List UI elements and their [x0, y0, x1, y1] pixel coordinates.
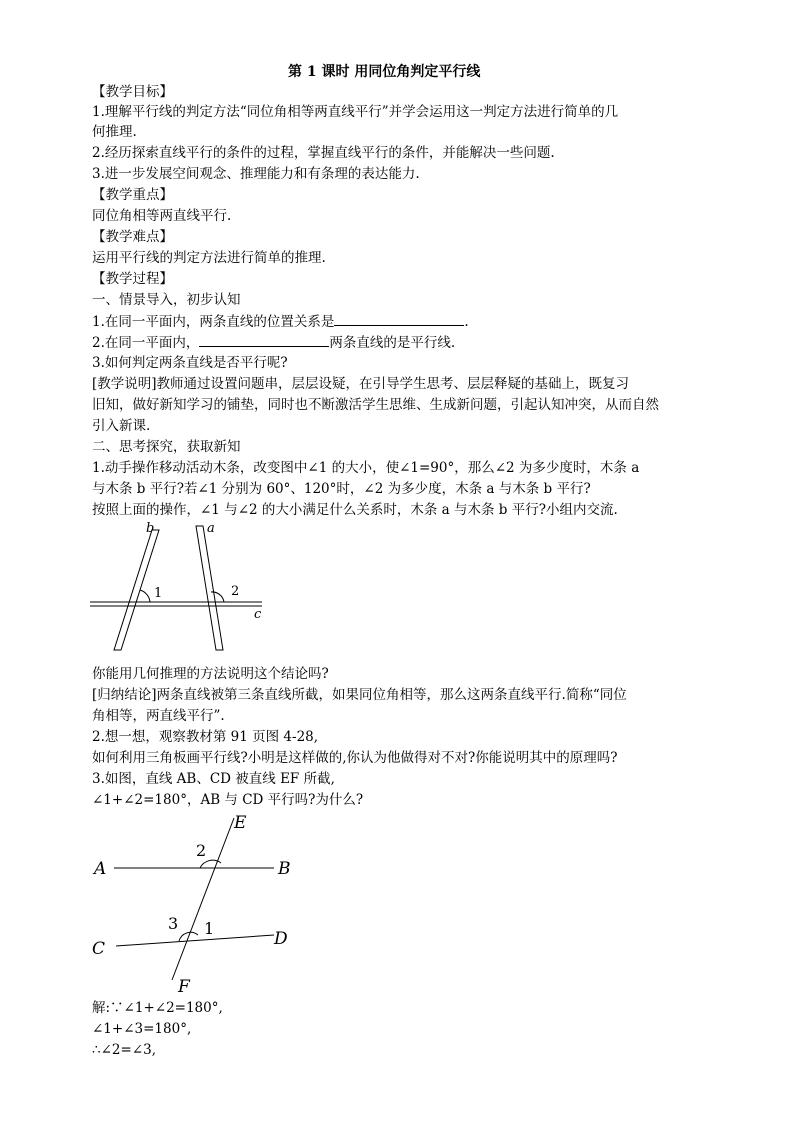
difficulty-text: 运用平行线的判定方法进行简单的推理. — [92, 250, 326, 266]
stick-b — [114, 530, 159, 650]
label-b: b — [146, 521, 155, 536]
label-angle-3: 3 — [168, 914, 179, 933]
activity-1-line-1: 1.动手操作移动活动木条，改变图中∠1 的大小，使∠1=90°，那么∠2 为多少度时，木条 a — [92, 460, 640, 476]
label-c-point: C — [92, 939, 106, 959]
question-3: 3.如何判定两条直线是否平行呢? — [92, 355, 288, 371]
goal-1-line-1: 1.理解平行线的判定方法“同位角相等两直线平行”并学会运用这一判定方法进行简单的几 — [92, 104, 619, 120]
label-angle-1-fig2: 1 — [204, 919, 215, 938]
heading-difficulty: 【教学难点】 — [92, 229, 173, 245]
angle-1-arc — [140, 590, 150, 602]
question-2-suffix: 两条直线的是平行线. — [329, 335, 456, 351]
line-cd — [116, 935, 274, 946]
section-1-heading: 一、情景导入，初步认知 — [92, 292, 241, 308]
think-2-line-1: 2.想一想，观察教材第 91 页图 4-28, — [92, 729, 319, 745]
figure-transversal-diagram — [88, 810, 308, 996]
conclusion-line-2: 角相等，两直线平行”. — [92, 708, 225, 724]
label-angle-2-fig2: 2 — [196, 841, 207, 860]
section-2-heading: 二、思考探究，获取新知 — [92, 439, 241, 455]
question-1-suffix: . — [464, 314, 469, 330]
angle-2-arc — [200, 860, 221, 868]
solution-line-1: 解:∵∠1+∠2=180°, — [92, 1000, 223, 1016]
teaching-note-line-2: 旧知，做好新知学习的铺垫，同时也不断激活学生思维、生成新问题，引起认知冲突，从而自然 — [92, 397, 659, 413]
label-angle-1: 1 — [154, 586, 163, 601]
label-b-point: B — [278, 859, 291, 879]
question-3-line-1: 3.如图，直线 AB、CD 被直线 EF 所截, — [92, 771, 335, 787]
teaching-note-line-3: 引入新课. — [92, 418, 151, 434]
question-2 — [92, 332, 455, 352]
figure-sticks-diagram — [90, 520, 280, 660]
teaching-note-line-1: [教学说明]教师通过设置问题串，层层设疑，在引导学生思考、层层释疑的基础上，既复习 — [92, 376, 630, 392]
label-d-point: D — [274, 929, 288, 949]
heading-teaching-goals: 【教学目标】 — [92, 84, 173, 100]
question-3-line-2: ∠1+∠2=180°，AB 与 CD 平行吗?为什么? — [92, 792, 364, 808]
goal-1-line-2: 何推理. — [92, 124, 137, 140]
stick-a — [196, 526, 223, 650]
label-a-point: A — [94, 859, 107, 879]
label-c: c — [254, 607, 262, 622]
heading-process: 【教学过程】 — [92, 271, 173, 287]
label-angle-2: 2 — [231, 584, 240, 599]
label-a: a — [207, 521, 215, 536]
goal-3: 3.进一步发展空间观念、推理能力和有条理的表达能力. — [92, 166, 420, 182]
think-2-line-2: 如何利用三角板画平行线?小明是这样做的,你认为他做得对不对?你能说明其中的原理吗? — [92, 750, 618, 766]
heading-key-point: 【教学重点】 — [92, 187, 173, 203]
question-1-prefix: 1.在同一平面内，两条直线的位置关系是 — [92, 314, 335, 330]
goal-2: 2.经历探索直线平行的条件的过程，掌握直线平行的条件，并能解决一些问题. — [92, 145, 555, 161]
answer-blank-1[interactable] — [334, 311, 464, 326]
question-2-prefix: 2.在同一平面内， — [92, 335, 200, 351]
activity-1-line-3: 按照上面的操作，∠1 与∠2 的大小满足什么关系时，木条 a 与木条 b 平行?小组内交流. — [92, 502, 618, 518]
ask-proof: 你能用几何推理的方法说明这个结论吗? — [92, 666, 329, 682]
page-title: 第 1 课时 用同位角判定平行线 — [288, 64, 481, 80]
label-f-point: F — [178, 977, 190, 997]
conclusion-line-1: [归纳结论]两条直线被第三条直线所截，如果同位角相等，那么这两条直线平行.简称“同位 — [92, 687, 627, 703]
answer-blank-2[interactable] — [199, 332, 329, 347]
key-point-text: 同位角相等两直线平行. — [92, 208, 232, 224]
solution-line-3: ∴∠2=∠3, — [92, 1042, 156, 1058]
solution-line-2: ∠1+∠3=180°, — [92, 1021, 192, 1037]
activity-1-line-2: 与木条 b 平行?若∠1 分别为 60°、120°时，∠2 为多少度，木条 a 与木条 b 平行? — [92, 481, 591, 497]
label-e: E — [234, 813, 247, 833]
question-1 — [92, 311, 469, 331]
